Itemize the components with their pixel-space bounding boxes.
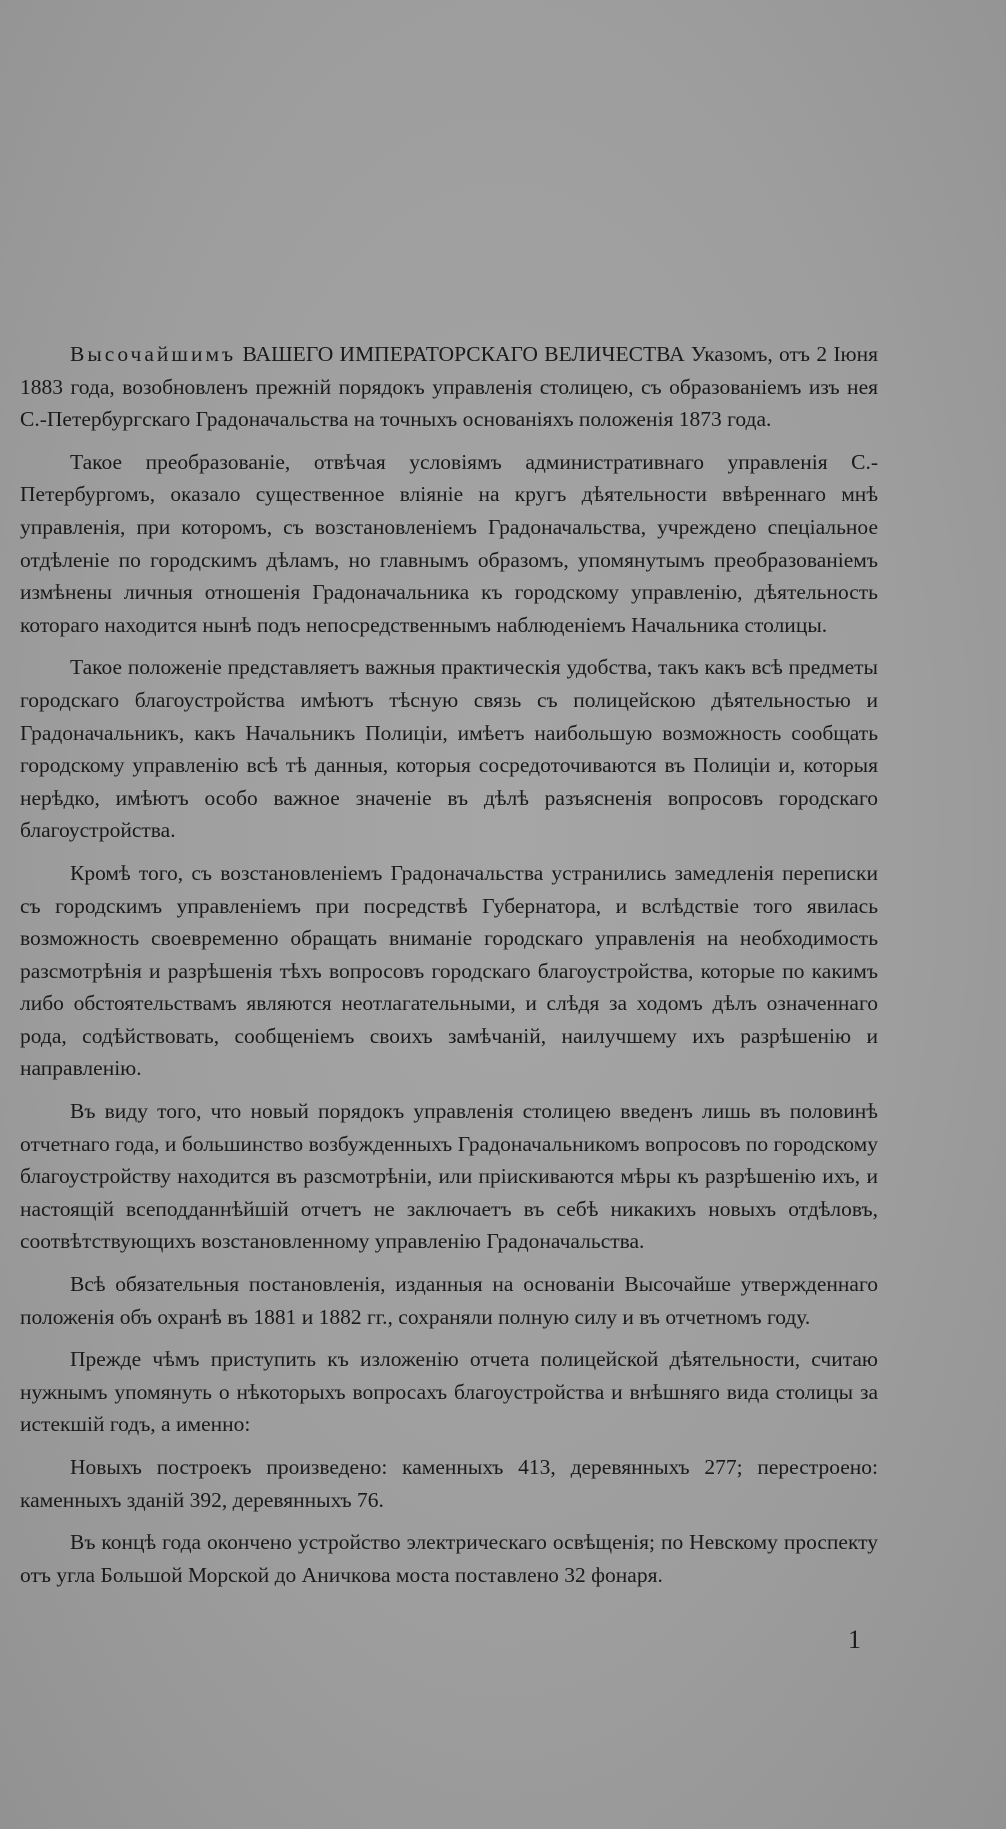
paragraph-5: Въ виду того, что новый порядокъ управленія столицею введенъ лишь въ половинѣ отчетнаго года, и большинство возбужденныхъ Градоначальникомъ вопросовъ по городскому благоустройству находится въ разсмотрѣніи, или пріискиваются мѣры къ разрѣшенію ихъ, и настоящій всеподданнѣйшій отчетъ не заключаетъ въ себѣ никакихъ новыхъ отдѣловъ, соотвѣтствующихъ возстановленному управленію Градоначальства. [20, 1099, 878, 1254]
paragraph-text: ВАШЕГО ИМПЕРАТОРСКАГО ВЕЛИЧЕСТВА Указомъ, отъ 2 Іюня 1883 года, возобновленъ прежній порядокъ управленія столицею, съ образованіемъ изъ нея С.-Петербургскаго Градоначальства на точныхъ основаніяхъ положенія 1873 года. [20, 342, 878, 432]
paragraph-7: Прежде чѣмъ приступить къ изложенію отчета полицейской дѣятельности, считаю нужнымъ упомянуть о нѣкоторыхъ вопросахъ благоустройства и внѣшняго вида столицы за истекшій годъ, а именно: [20, 1347, 878, 1437]
paragraph-8: Новыхъ построекъ произведено: каменныхъ 413, деревянныхъ 277; перестроено: каменныхъ зданій 392, деревянныхъ 76. [20, 1455, 878, 1512]
lead-word: Высочайшимъ [70, 342, 237, 366]
paragraph-1 [20, 338, 878, 436]
page-number: 1 [848, 1625, 861, 1654]
paragraph-3: Такое положеніе представляетъ важныя практическія удобства, такъ какъ всѣ предметы городскаго благоустройства имѣютъ тѣсную связь съ полицейскою дѣятельностью и Градоначальникъ, какъ Начальникъ Полиціи, имѣетъ наибольшую возможность сообщать городскому управленію всѣ тѣ данныя, которыя сосредоточиваются въ Полиціи и, которыя нерѣдко, имѣютъ особо важное значеніе въ дѣлѣ разъясненія вопросовъ городскаго благоустройства. [20, 655, 878, 843]
paragraph-2: Такое преобразованіе, отвѣчая условіямъ административнаго управленія С.-Петербургомъ, оказало существенное вліяніе на кругъ дѣятельности ввѣреннаго мнѣ управленія, при которомъ, съ возстановленіемъ Градоначальства, учреждено спеціальное отдѣленіе по городскимъ дѣламъ, но главнымъ образомъ, упомянутымъ преобразованіемъ измѣнены личныя отношенія Градоначальника къ городскому управленію, дѣятельность котораго находится нынѣ подъ непосредственнымъ наблюденіемъ Начальника столицы. [20, 449, 878, 637]
body-text [20, 338, 878, 1601]
paragraph-4: Кромѣ того, съ возстановленіемъ Градоначальства устранились замедленія переписки съ городскимъ управленіемъ при посредствѣ Губернатора, и вслѣдствіе того явилась возможность своевременно обращать вниманіе городскаго управленія на необходимость разсмотрѣнія и разрѣшенія тѣхъ вопросовъ городскаго благоустройства, которые по какимъ либо обстоятельствамъ являются неотлагательными, и слѣдя за ходомъ дѣлъ означеннаго рода, содѣйствовать, сообщеніемъ своихъ замѣчаній, наилучшему ихъ разрѣшенію и направленію. [20, 860, 878, 1081]
paragraph-6: Всѣ обязательныя постановленія, изданныя на основаніи Высочайше утвержденнаго положенія объ охранѣ въ 1881 и 1882 гг., сохраняли полную силу и въ отчетномъ году. [20, 1272, 878, 1329]
paragraph-9: Въ концѣ года окончено устройство электрическаго освѣщенія; по Невскому проспекту отъ угла Большой Морской до Аничкова моста поставлено 32 фонаря. [20, 1530, 878, 1587]
